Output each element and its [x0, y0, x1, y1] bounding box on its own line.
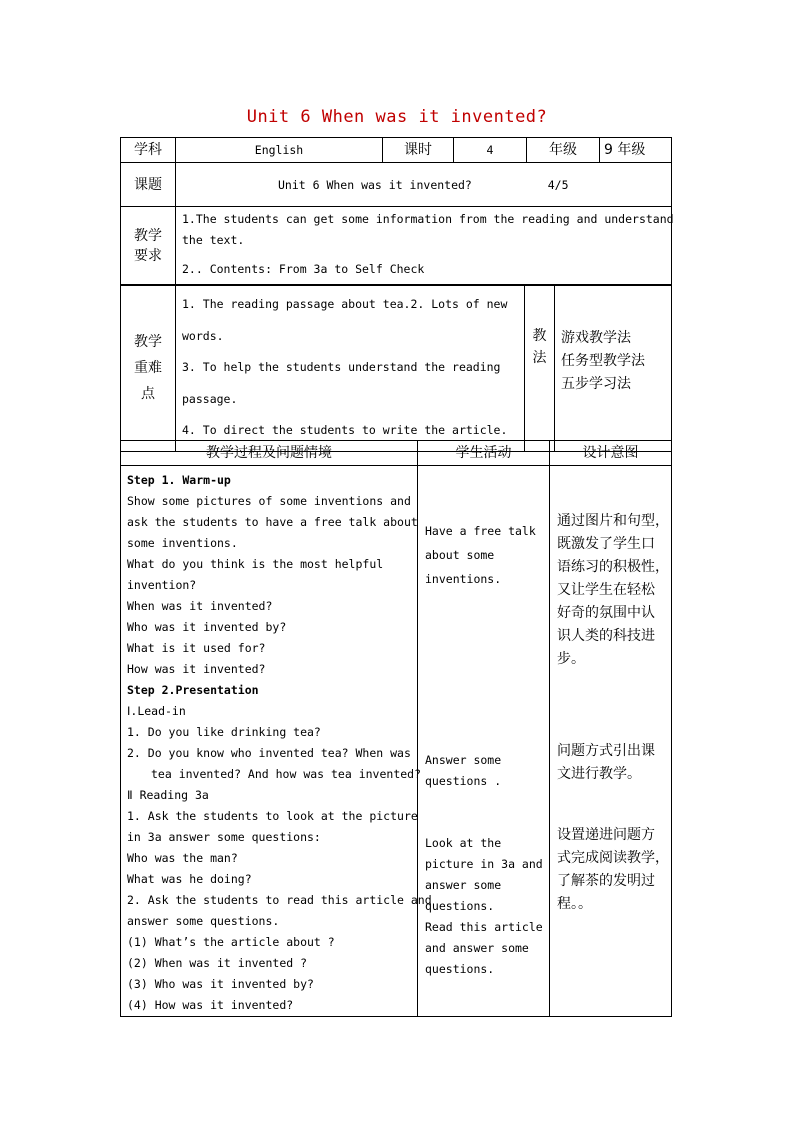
key-points-text: 1. The reading passage about tea.2. Lots of new words. 3. To help the students understand the reading passage. 4. To direct the students to write the article.	[176, 285, 525, 452]
method-label: 教 法	[525, 285, 555, 452]
process-content: Step 1. Warm-up Show some pictures of some inventions and ask the students to have a free talk about some inventions. What do you think is the most helpful invention? When was it invented? Who was it invented by? What is it used for? How was it invented? Step 2.Presentation Ⅰ.Lead-in 1. Do you like drinking tea? 2. Do you know who invented tea? When was tea invented? And how was tea invented? Ⅱ Reading 3a 1. Ask the students to look at the picture in 3a answer some questions: Who was the man? What was he doing? 2. Ask the students to read this article and answer some questions. (1) What’s the article about ? (2) When was it invented ? (3) Who was it invented by? (4) How was it invented?	[121, 466, 418, 1017]
process-header: 教学过程及问题情境	[121, 441, 418, 466]
activity-content	[418, 466, 550, 1017]
grade-label: 年级	[527, 138, 600, 163]
intent-block-3: 设置递进问题方 式完成阅读教学， 了解茶的发明过 程。。	[557, 827, 669, 912]
activity-block-1: Have a free talk about some inventions.	[425, 524, 536, 586]
document-title: Unit 6 When was it invented?	[246, 107, 548, 127]
period-value: 4	[454, 138, 527, 163]
period-label: 课时	[383, 138, 454, 163]
requirements-text: 1.The students can get some information from the reading and understand the text. 2.. Contents: From 3a to Self Check	[176, 207, 672, 286]
activity-block-3: Look at the picture in 3a and answer some questions. Read this article and answer some questions.	[425, 836, 543, 976]
topic-label: 课题	[121, 163, 176, 207]
subject-value: English	[176, 138, 383, 163]
topic-cell	[176, 163, 672, 207]
intent-header: 设计意图	[550, 441, 672, 466]
teaching-process-table	[120, 440, 672, 1017]
topic-fraction: 4/5	[547, 177, 569, 192]
intent-block-2: 问题方式引出课 文进行教学。	[557, 743, 655, 782]
key-points-label: 教学 重难 点	[121, 285, 176, 452]
intent-block-1: 通过图片和句型， 既激发了学生口 语练习的积极性， 又让学生在轻松 好奇的氛围中认 识人类的科技进 步。	[557, 513, 669, 667]
grade-value: 9 年级	[600, 138, 672, 163]
intent-content	[550, 466, 672, 1017]
topic-value: Unit 6 When was it invented?	[278, 177, 472, 192]
activity-block-2: Answer some questions .	[425, 753, 502, 788]
requirements-label: 教学 要求	[121, 207, 176, 286]
activity-header: 学生活动	[418, 441, 550, 466]
key-points-table	[120, 284, 672, 452]
subject-label: 学科	[121, 138, 176, 163]
lesson-info-table	[120, 137, 672, 286]
method-list: 游戏教学法 任务型教学法 五步学习法	[555, 285, 672, 452]
